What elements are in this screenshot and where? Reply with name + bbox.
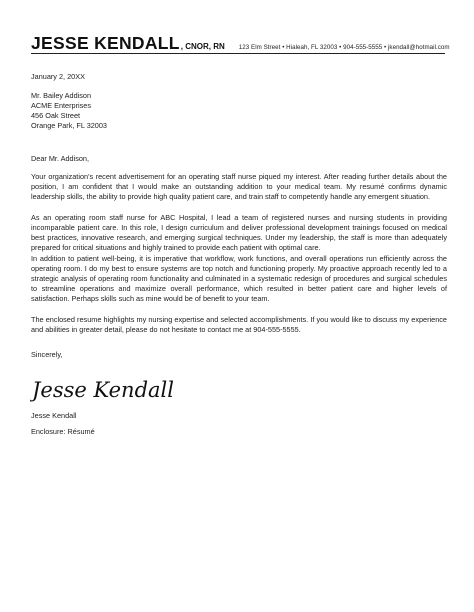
signature-text: Jesse Kendall — [32, 378, 174, 402]
recipient-company: ACME Enterprises — [31, 101, 92, 110]
closing: Sincerely, — [31, 350, 63, 359]
letter-date: January 2, 20XX — [31, 72, 85, 81]
salutation: Dear Mr. Addison, — [31, 154, 89, 163]
typed-name: Jesse Kendall — [31, 411, 77, 420]
recipient-street: 456 Oak Street — [31, 111, 81, 120]
letterhead — [31, 33, 450, 54]
body-paragraph: In addition to patient well-being, it is imperative that workflow, work functions, and overall operations run efficiently across the operating room. I do my best to ensure systems are top notch and functioning properly. My proactive approach recently led to a strategic analysis of operating room functionality and culminated in a systematic redesign of procedures and surgical schedules to streamline operations and maximize overall performance, which resulted in better patient care and higher levels of satisfaction. Perhaps skills such as mine would be of benefit to your team. — [31, 254, 447, 303]
sender-credentials: , CNOR, RN — [180, 42, 225, 51]
recipient-city: Orange Park, FL 32003 — [31, 121, 107, 130]
signature-graphic — [30, 373, 190, 407]
enclosure-note: Enclosure: Résumé — [31, 427, 95, 436]
handwritten-signature — [30, 373, 190, 407]
header-divider — [31, 53, 445, 54]
recipient-address — [31, 91, 447, 131]
body-paragraph: As an operating room staff nurse for ABC Hospital, I lead a team of registered nurses and nursing students in providing incomparable patient care. In this role, I design curriculum and deliver professional development trainings focused on medical best practices, innovative research, and emerging surgical techniques. Under my leadership, the staff is more than adequately prepared for critical situations and highly trained to provide each patient with optimal care. — [31, 213, 447, 252]
sender-contact: 123 Elm Street • Hialeah, FL 32003 • 904-555-5555 • jkendall@hotmail.com — [238, 44, 450, 51]
sender-name: JESSE KENDALL — [31, 33, 180, 53]
recipient-name: Mr. Bailey Addison — [31, 91, 92, 100]
body-paragraph: Your organization's recent advertisement for an operating staff nurse piqued my interest. After reading further details about the position, I am confident that I would make an outstanding addition to your medical team. My resumé confirms dynamic leadership skills, the ability to provide high quality patient care, and train staff to competently handle any emergent situation. — [31, 172, 447, 201]
body-paragraph: The enclosed resume highlights my nursing expertise and selected accomplishments. If you would like to discuss my experience and abilities in greater detail, please do not hesitate to contact me at 904-555-5555. — [31, 315, 447, 334]
letterhead-line — [31, 33, 450, 54]
